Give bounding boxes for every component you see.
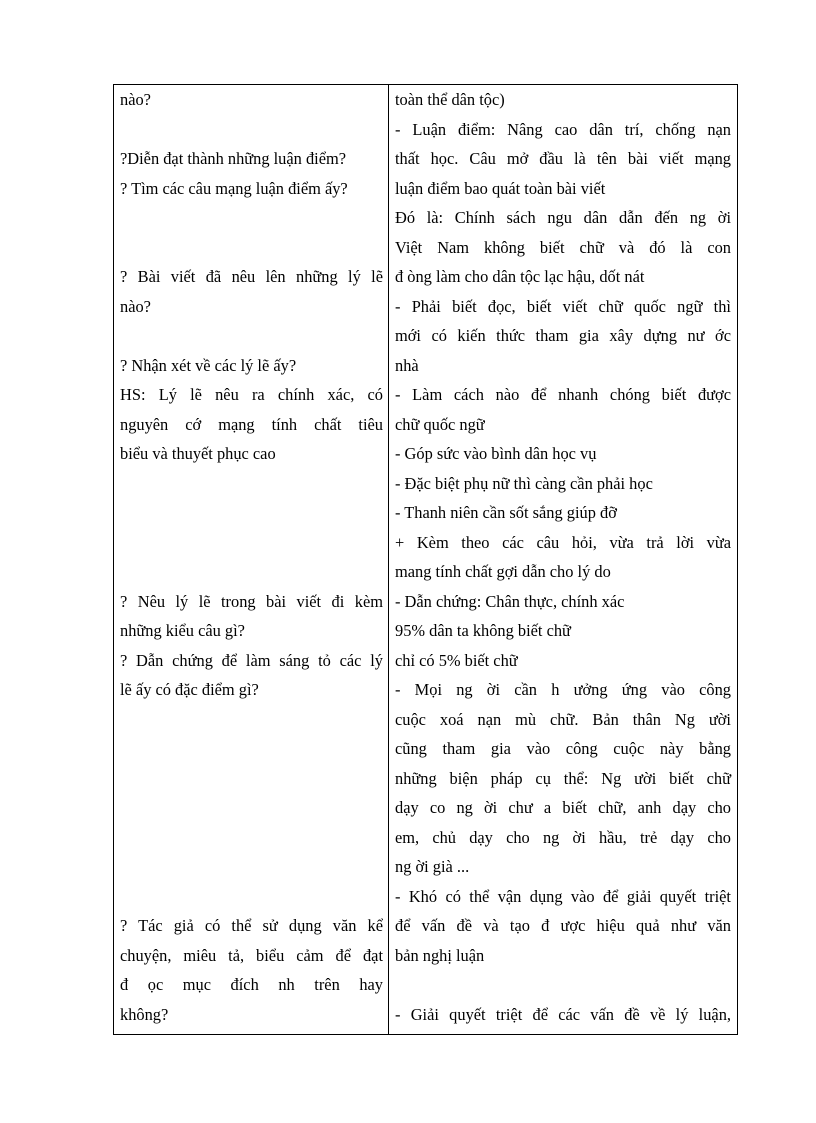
question-line: ? Nêu lý lẽ trong bài viết đi kèm [120, 591, 383, 611]
answer-line: luận điểm bao quát toàn bài viết [395, 178, 606, 198]
answer-line: mới có kiến thức tham gia xây dựng nư ớc [395, 326, 731, 345]
answer-line: ng ời già ... [395, 857, 470, 876]
question-line: biểu và thuyết phục cao [120, 444, 276, 463]
answer-line: - Góp sức vào bình dân học vụ [395, 444, 597, 463]
answer-line: - Khó có thể vận dụng vào để giải quyết triệt [395, 886, 731, 906]
answer-line: - Thanh niên cần sốt sắng giúp đỡ [395, 503, 617, 522]
question-line: ? Tác giả có thể sử dụng văn kể [120, 916, 383, 935]
answer-line: - Đặc biệt phụ nữ thì càng cần phải học [395, 473, 653, 493]
answer-line: thất học. Câu mở đầu là tên bài viết mạng [395, 149, 731, 168]
answer-line: mang tính chất gợi dẫn cho lý do [395, 562, 611, 581]
question-line: ?Diễn đạt thành những luận điểm? [120, 149, 346, 168]
question-line: nào? [120, 90, 151, 109]
answer-line: + Kèm theo các câu hỏi, vừa trả lời vừa [395, 532, 731, 552]
answer-line: chỉ có 5% biết chữ [395, 650, 518, 670]
answer-line: Đó là: Chính sách ngu dân dẫn đến ng ời [395, 208, 731, 227]
question-line: chuyện, miêu tả, biểu cảm để đạt [120, 945, 383, 965]
answer-line: cuộc xoá nạn mù chữ. Bản thân Ng ười [395, 709, 731, 729]
question-line: không? [120, 1004, 169, 1024]
question-line: HS: Lý lẽ nêu ra chính xác, có [120, 385, 383, 404]
content-table [113, 84, 738, 1035]
question-line: đ ọc mục đích nh trên hay [120, 975, 383, 994]
answer-line: bản nghị luận [395, 945, 485, 965]
question-line: nào? [120, 296, 151, 316]
answer-line: - Luận điểm: Nâng cao dân trí, chống nạn [395, 119, 731, 139]
answer-line: dạy co ng ời chư a biết chữ, anh dạy cho [395, 798, 731, 817]
question-line: ? Tìm các câu mạng luận điểm ấy? [120, 178, 348, 198]
answer-line: - Phải biết đọc, biết viết chữ quốc ngữ thì [395, 296, 731, 316]
question-line: những kiểu câu gì? [120, 621, 245, 640]
answer-line: - Dẫn chứng: Chân thực, chính xác [395, 591, 625, 611]
answer-line: - Giải quyết triệt để các vấn đề về lý luận, [395, 1004, 731, 1024]
answer-line: đ òng làm cho dân tộc lạc hậu, dốt nát [395, 267, 645, 286]
question-line: ? Dẫn chứng để làm sáng tỏ các lý [120, 650, 383, 670]
answer-line: Việt Nam không biết chữ và đó là con [395, 237, 731, 257]
answer-line: nhà [395, 355, 419, 375]
column-divider [388, 85, 389, 1034]
answer-line: 95% dân ta không biết chữ [395, 621, 571, 640]
question-line: ? Bài viết đã nêu lên những lý lẽ [120, 267, 383, 286]
question-line: nguyên cớ mạng tính chất tiêu [120, 414, 383, 434]
answer-line: để vấn đề và tạo đ ược hiệu quả như văn [395, 916, 731, 935]
answer-line: chữ quốc ngữ [395, 414, 485, 434]
answer-line: những biện pháp cụ thể: Ng ười biết chữ [395, 768, 731, 788]
answer-line: cũng tham gia vào công cuộc này bằng [395, 739, 731, 758]
answer-line: em, chủ dạy cho ng ời hầu, trẻ dạy cho [395, 827, 731, 847]
answer-line: - Làm cách nào để nhanh chóng biết được [395, 385, 731, 404]
answer-line: toàn thể dân tộc) [395, 90, 505, 109]
answer-line: - Mọi ng ời cần h ưởng ứng vào công [395, 680, 731, 699]
question-line: lẽ ấy có đặc điểm gì? [120, 680, 259, 699]
question-line: ? Nhận xét về các lý lẽ ấy? [120, 355, 297, 375]
